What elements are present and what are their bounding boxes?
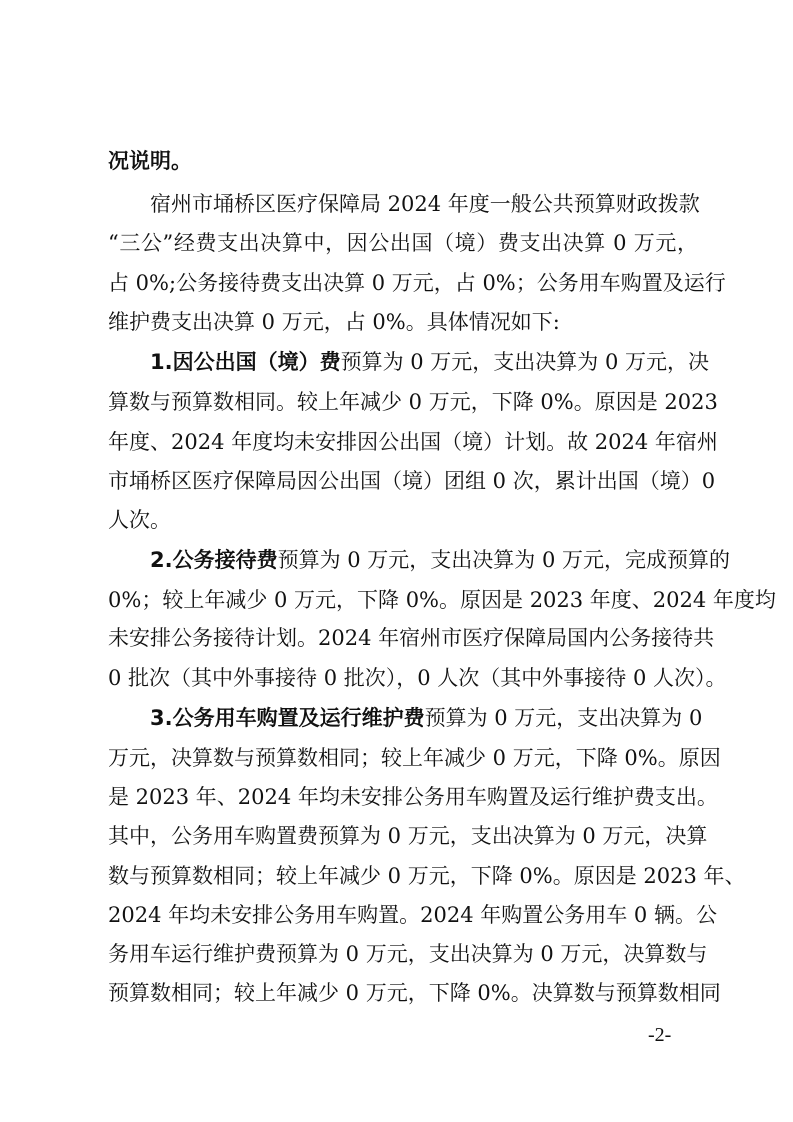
text-line: 人次。 bbox=[108, 508, 171, 532]
text-line: 宿州市埇桥区医疗保障局 2024 年度一般公共预算财政拨款 bbox=[150, 192, 700, 216]
text-line: 0%；较上年减少 0 万元，下降 0%。原因是 2023 年度、2024 年度均 bbox=[108, 588, 776, 612]
page-number: -2- bbox=[648, 1024, 672, 1046]
text-line: 算数与预算数相同。较上年减少 0 万元，下降 0%。原因是 2023 bbox=[108, 390, 718, 414]
text-line: 务用车运行维护费预算为 0 万元，支出决算为 0 万元，决算数与 bbox=[108, 942, 708, 966]
text-line: 0 批次（其中外事接待 0 批次），0 人次（其中外事接待 0 人次）。 bbox=[108, 666, 727, 690]
text-line: 维护费支出决算 0 万元，占 0%。具体情况如下: bbox=[108, 310, 560, 334]
text-line: 预算数相同；较上年减少 0 万元，下降 0%。决算数与预算数相同 bbox=[108, 981, 721, 1005]
text-line: 占 0%;公务接待费支出决算 0 万元，占 0%；公务用车购置及运行 bbox=[108, 271, 726, 295]
text-line: 数与预算数相同；较上年减少 0 万元，下降 0%。原因是 2023 年、 bbox=[108, 864, 746, 888]
section-heading-line: 1.因公出国（境）费预算为 0 万元，支出决算为 0 万元，决 bbox=[150, 350, 710, 374]
text-line: 市埇桥区医疗保障局因公出国（境）团组 0 次，累计出国（境）0 bbox=[108, 469, 716, 493]
text-line: 2024 年均未安排公务用车购置。2024 年购置公务用车 0 辆。公 bbox=[108, 903, 717, 927]
text-line: 未安排公务接待计划。2024 年宿州市医疗保障局国内公务接待共 bbox=[108, 626, 715, 650]
text-line: 万元，决算数与预算数相同；较上年减少 0 万元，下降 0%。原因 bbox=[108, 746, 721, 770]
text-line: 年度、2024 年度均未安排因公出国（境）计划。故 2024 年宿州 bbox=[108, 430, 718, 454]
text-line: 其中，公务用车购置费预算为 0 万元，支出决算为 0 万元，决算 bbox=[108, 824, 708, 848]
section-heading-line: 3.公务用车购置及运行维护费预算为 0 万元，支出决算为 0 bbox=[150, 706, 703, 730]
text-line: 况说明。 bbox=[108, 149, 192, 173]
section-heading-line: 2.公务接待费预算为 0 万元，支出决算为 0 万元，完成预算的 bbox=[150, 548, 731, 572]
text-line: 是 2023 年、2024 年均未安排公务用车购置及运行维护费支出。 bbox=[108, 785, 718, 809]
text-line: “三公”经费支出决算中，因公出国（境）费支出决算 0 万元， bbox=[108, 231, 698, 255]
